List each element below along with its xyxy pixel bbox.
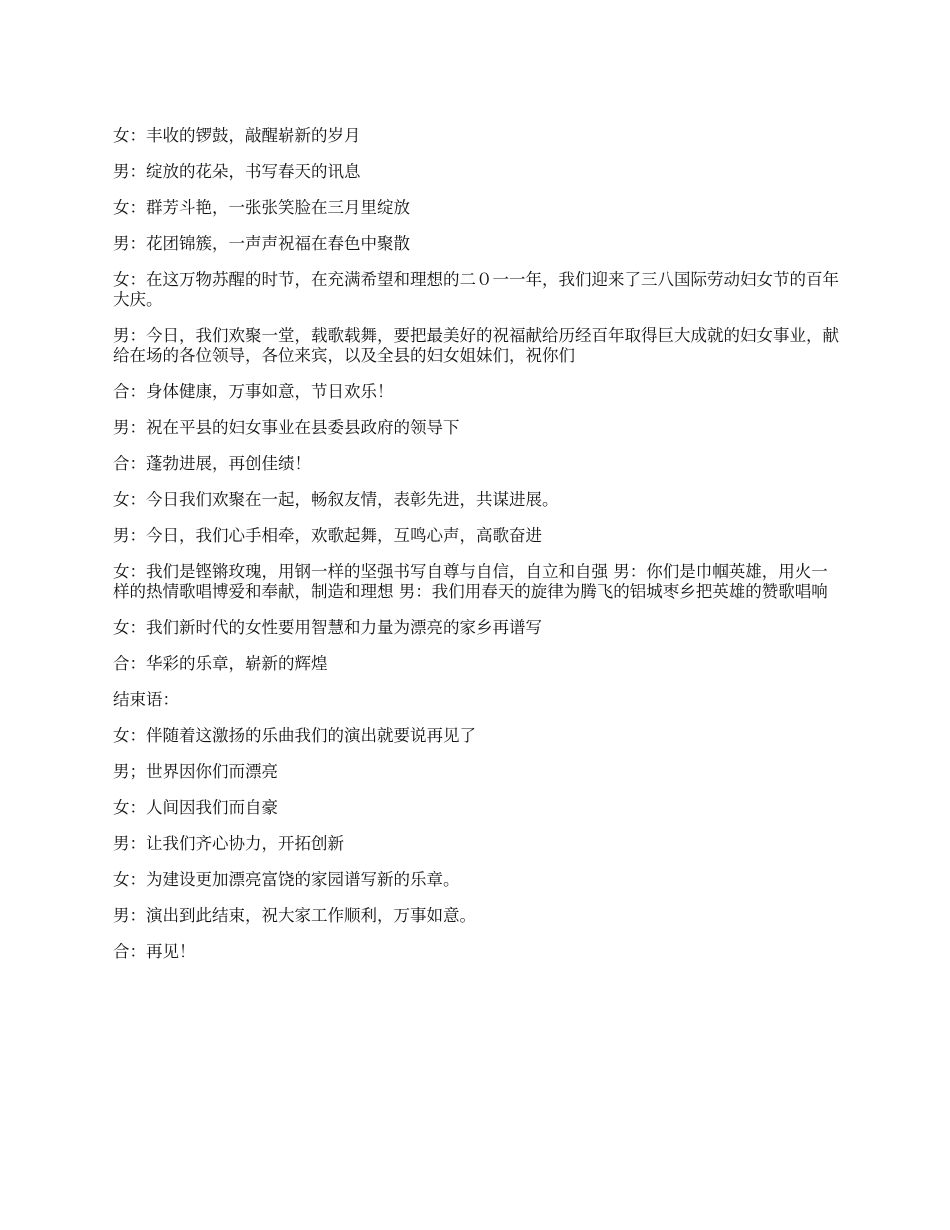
script-line: 女：丰收的锣鼓，敲醒崭新的岁月 [113, 126, 361, 145]
script-line: 女：人间因我们而自豪 [113, 798, 278, 817]
script-line: 女：在这万物苏醒的时节，在充满希望和理想的二０一一年，我们迎来了三八国际劳动妇女节的百年大庆。 [113, 270, 839, 309]
script-line: 合：蓬勃进展，再创佳绩！ [113, 454, 311, 473]
section-heading: 结束语： [113, 690, 179, 709]
script-line: 男；世界因你们而漂亮 [113, 762, 278, 781]
script-line: 女：我们新时代的女性要用智慧和力量为漂亮的家乡再谱写 [113, 618, 542, 637]
script-line: 合：再见！ [113, 942, 196, 961]
script-line: 女：群芳斗艳，一张张笑脸在三月里绽放 [113, 198, 410, 217]
script-line: 合：华彩的乐章，崭新的辉煌 [113, 654, 328, 673]
script-line: 女：为建设更加漂亮富饶的家园谱写新的乐章。 [113, 870, 460, 889]
script-line: 女：今日我们欢聚在一起，畅叙友情，表彰先进，共谋进展。 [113, 490, 559, 509]
script-body [113, 126, 841, 978]
script-line: 合：身体健康，万事如意，节日欢乐！ [113, 382, 394, 401]
script-line: 男：绽放的花朵，书写春天的讯息 [113, 162, 361, 181]
script-line: 男：今日，我们心手相牵，欢歌起舞，互鸣心声，高歌奋进 [113, 526, 542, 545]
script-line: 女：伴随着这激扬的乐曲我们的演出就要说再见了 [113, 726, 476, 745]
script-line: 女：我们是铿锵玫瑰，用钢一样的坚强书写自尊与自信，自立和自强 男：你们是巾帼英雄，用火一样的热情歌唱博爱和奉献，制造和理想 男：我们用春天的旋律为腾飞的铝城枣乡把英雄的赞歌唱响 [113, 562, 828, 601]
script-line: 男：花团锦簇，一声声祝福在春色中聚散 [113, 234, 410, 253]
script-line: 男：祝在平县的妇女事业在县委县政府的领导下 [113, 418, 460, 437]
script-line: 男：演出到此结束，祝大家工作顺利，万事如意。 [113, 906, 476, 925]
script-line: 男：让我们齐心协力，开拓创新 [113, 834, 344, 853]
script-line: 男：今日，我们欢聚一堂，载歌载舞，要把最美好的祝福献给历经百年取得巨大成就的妇女事业，献给在场的各位领导，各位来宾，以及全县的妇女姐妹们，祝你们 [113, 326, 839, 365]
